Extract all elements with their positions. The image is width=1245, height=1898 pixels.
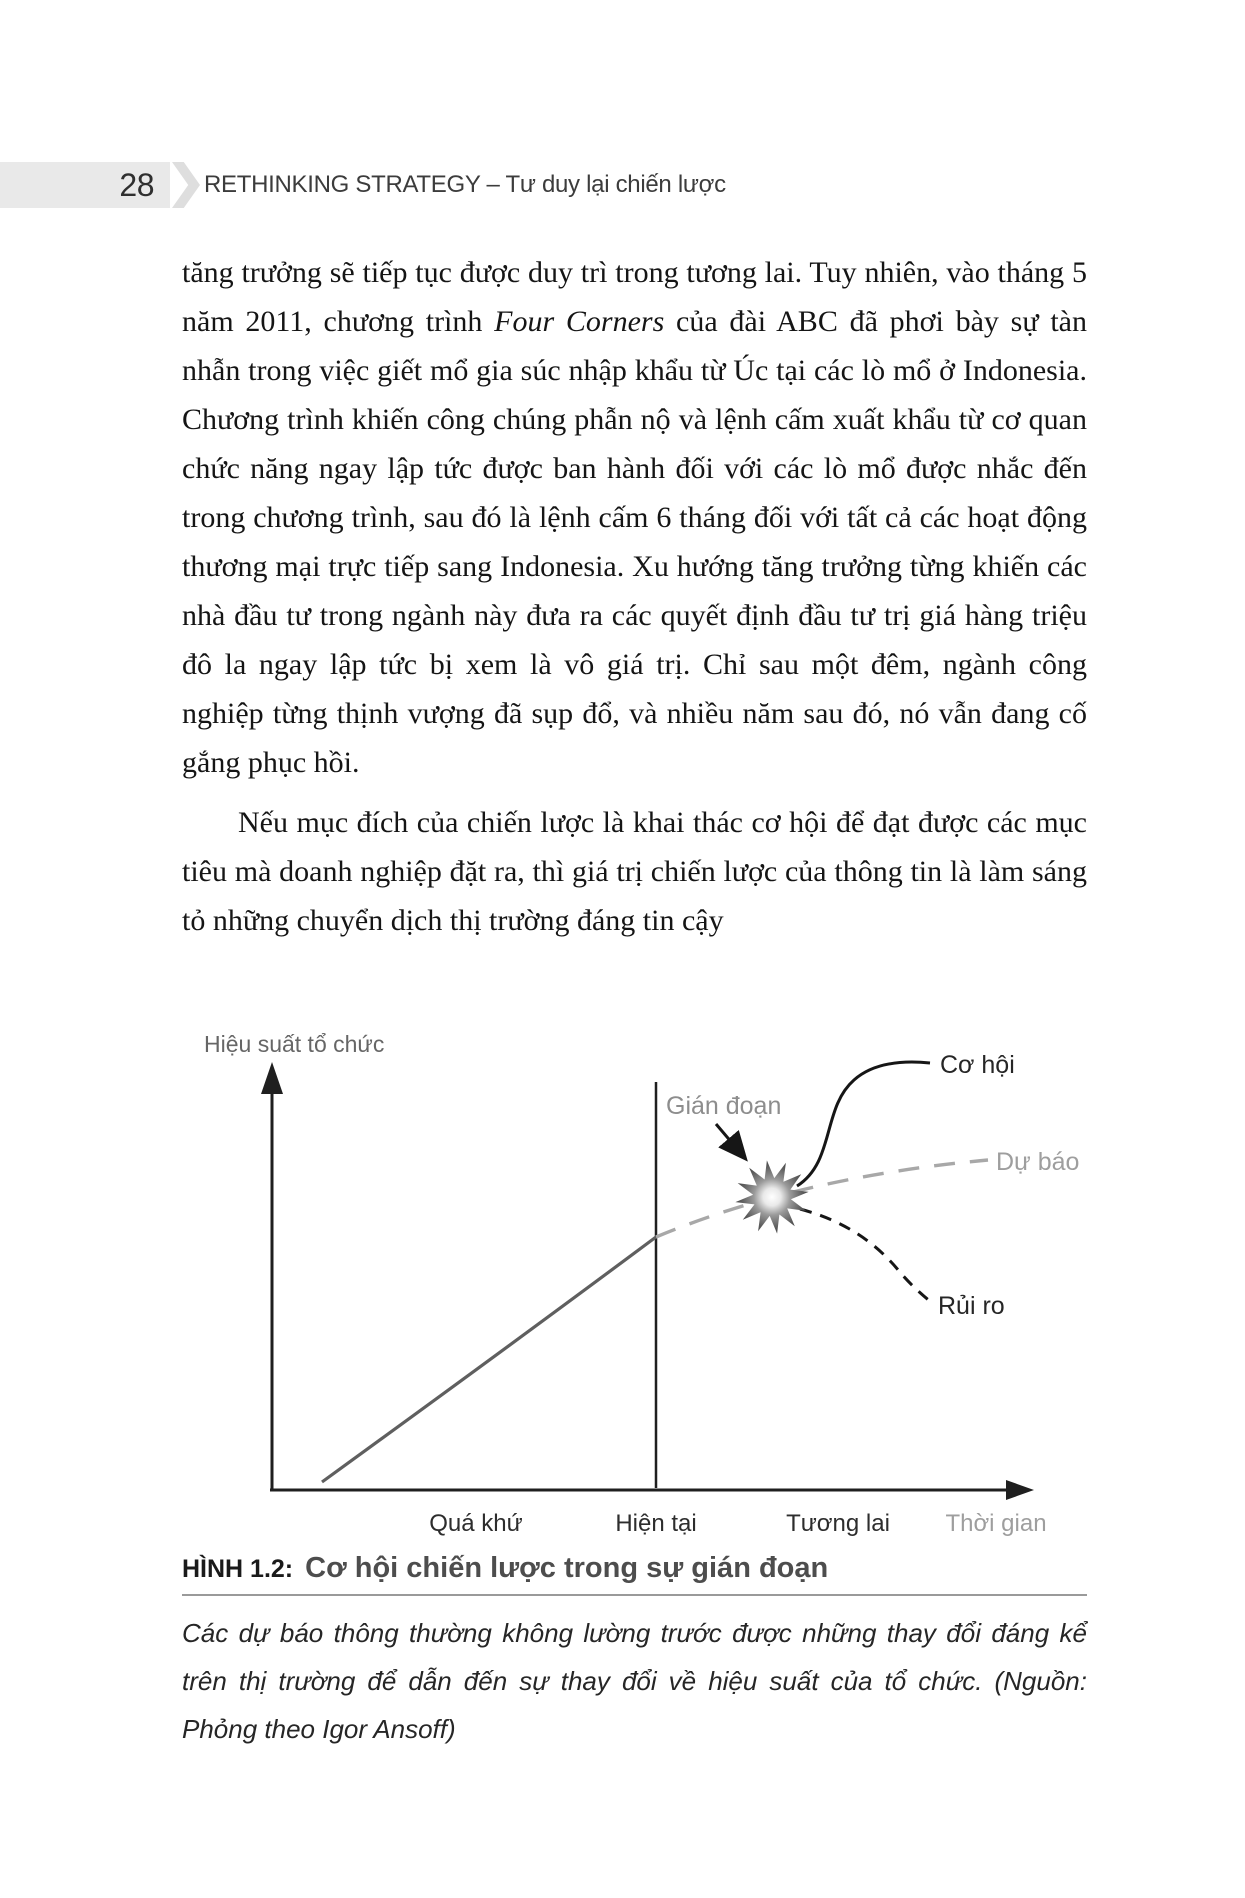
y-axis-label: Hiệu suất tổ chức bbox=[204, 1031, 385, 1057]
forecast-dashed-curve bbox=[656, 1160, 988, 1237]
figure-caption-heading bbox=[182, 1552, 1087, 1596]
disruption-label: Gián đoạn bbox=[666, 1092, 782, 1120]
paragraph-1-italic-title: Four Corners bbox=[494, 305, 665, 338]
performance-curve bbox=[322, 1237, 656, 1482]
x-axis-label: Thời gian bbox=[945, 1510, 1047, 1537]
y-axis-arrowhead-icon bbox=[261, 1062, 283, 1094]
figure-chart bbox=[0, 1010, 1245, 1550]
disruption-starburst-icon bbox=[735, 1160, 808, 1233]
page-number-band bbox=[0, 162, 170, 208]
running-head-title: RETHINKING STRATEGY – Tư duy lại chiến lược bbox=[204, 171, 726, 198]
forecast-label: Dự báo bbox=[996, 1148, 1080, 1176]
body-text bbox=[182, 248, 1087, 945]
chevron-right-icon bbox=[172, 162, 200, 208]
opportunity-curve bbox=[797, 1062, 930, 1186]
figure-caption bbox=[182, 1552, 1087, 1753]
page-header bbox=[0, 162, 1245, 208]
paragraph-1-post: của đài ABC đã phơi bày sự tàn nhẫn trong việc giết mổ gia súc nhập khẩu từ Úc tại các lò mổ ở Indonesia. Chương trình khiến công chúng phẫn nộ và lệnh cấm xuất khẩu từ cơ quan chức năng ngay lập tức được ban hành đối với các lò mổ được nhắc đến trong chương trình, sau đó là lệnh cấm 6 tháng đối với tất cả các hoạt động thương mại trực tiếp sang Indonesia. Xu hướng tăng trưởng từng khiến các nhà đầu tư trong ngành này đưa ra các quyết định đầu tư trị giá hàng triệu đô la ngay lập tức bị xem là vô giá trị. Chỉ sau một đêm, ngành công nghiệp từng thịnh vượng đã sụp đổ, và nhiều năm sau đó, nó vẫn đang cố gắng phục hồi. bbox=[182, 305, 1088, 779]
x-axis-arrowhead-icon bbox=[1006, 1480, 1034, 1500]
paragraph-1 bbox=[182, 248, 1087, 787]
figure-description: Các dự báo thông thường không lường trước được những thay đổi đáng kể trên thị trường để dẫn đến sự thay đổi về hiệu suất của tổ chức. (Nguồn: Phỏng theo Igor Ansoff) bbox=[182, 1618, 1087, 1744]
risk-dashed-curve bbox=[800, 1209, 931, 1302]
risk-label: Rủi ro bbox=[938, 1292, 1005, 1320]
tick-present: Hiện tại bbox=[615, 1510, 697, 1537]
figure-number-label: HÌNH 1.2: bbox=[182, 1555, 294, 1583]
paragraph-2: Nếu mục đích của chiến lược là khai thác cơ hội để đạt được các mục tiêu mà doanh nghiệp đặt ra, thì giá trị chiến lược của thông tin là làm sáng tỏ những chuyển dịch thị trường đáng tin cậy bbox=[182, 806, 1087, 937]
tick-future: Tương lai bbox=[786, 1510, 890, 1537]
figure-title: Cơ hội chiến lược trong sự gián đoạn bbox=[305, 1552, 829, 1584]
paragraph-1-pre: tăng trưởng sẽ tiếp tục được duy trì trong tương lai. Tuy nhiên, vào tháng 5 năm 2011, chương trình bbox=[182, 256, 1087, 338]
opportunity-label: Cơ hội bbox=[940, 1051, 1015, 1079]
disruption-pointer-arrow bbox=[716, 1124, 744, 1157]
disruption-diagram bbox=[0, 1010, 1245, 1550]
page-number: 28 bbox=[119, 166, 154, 203]
tick-past: Quá khứ bbox=[429, 1510, 523, 1537]
